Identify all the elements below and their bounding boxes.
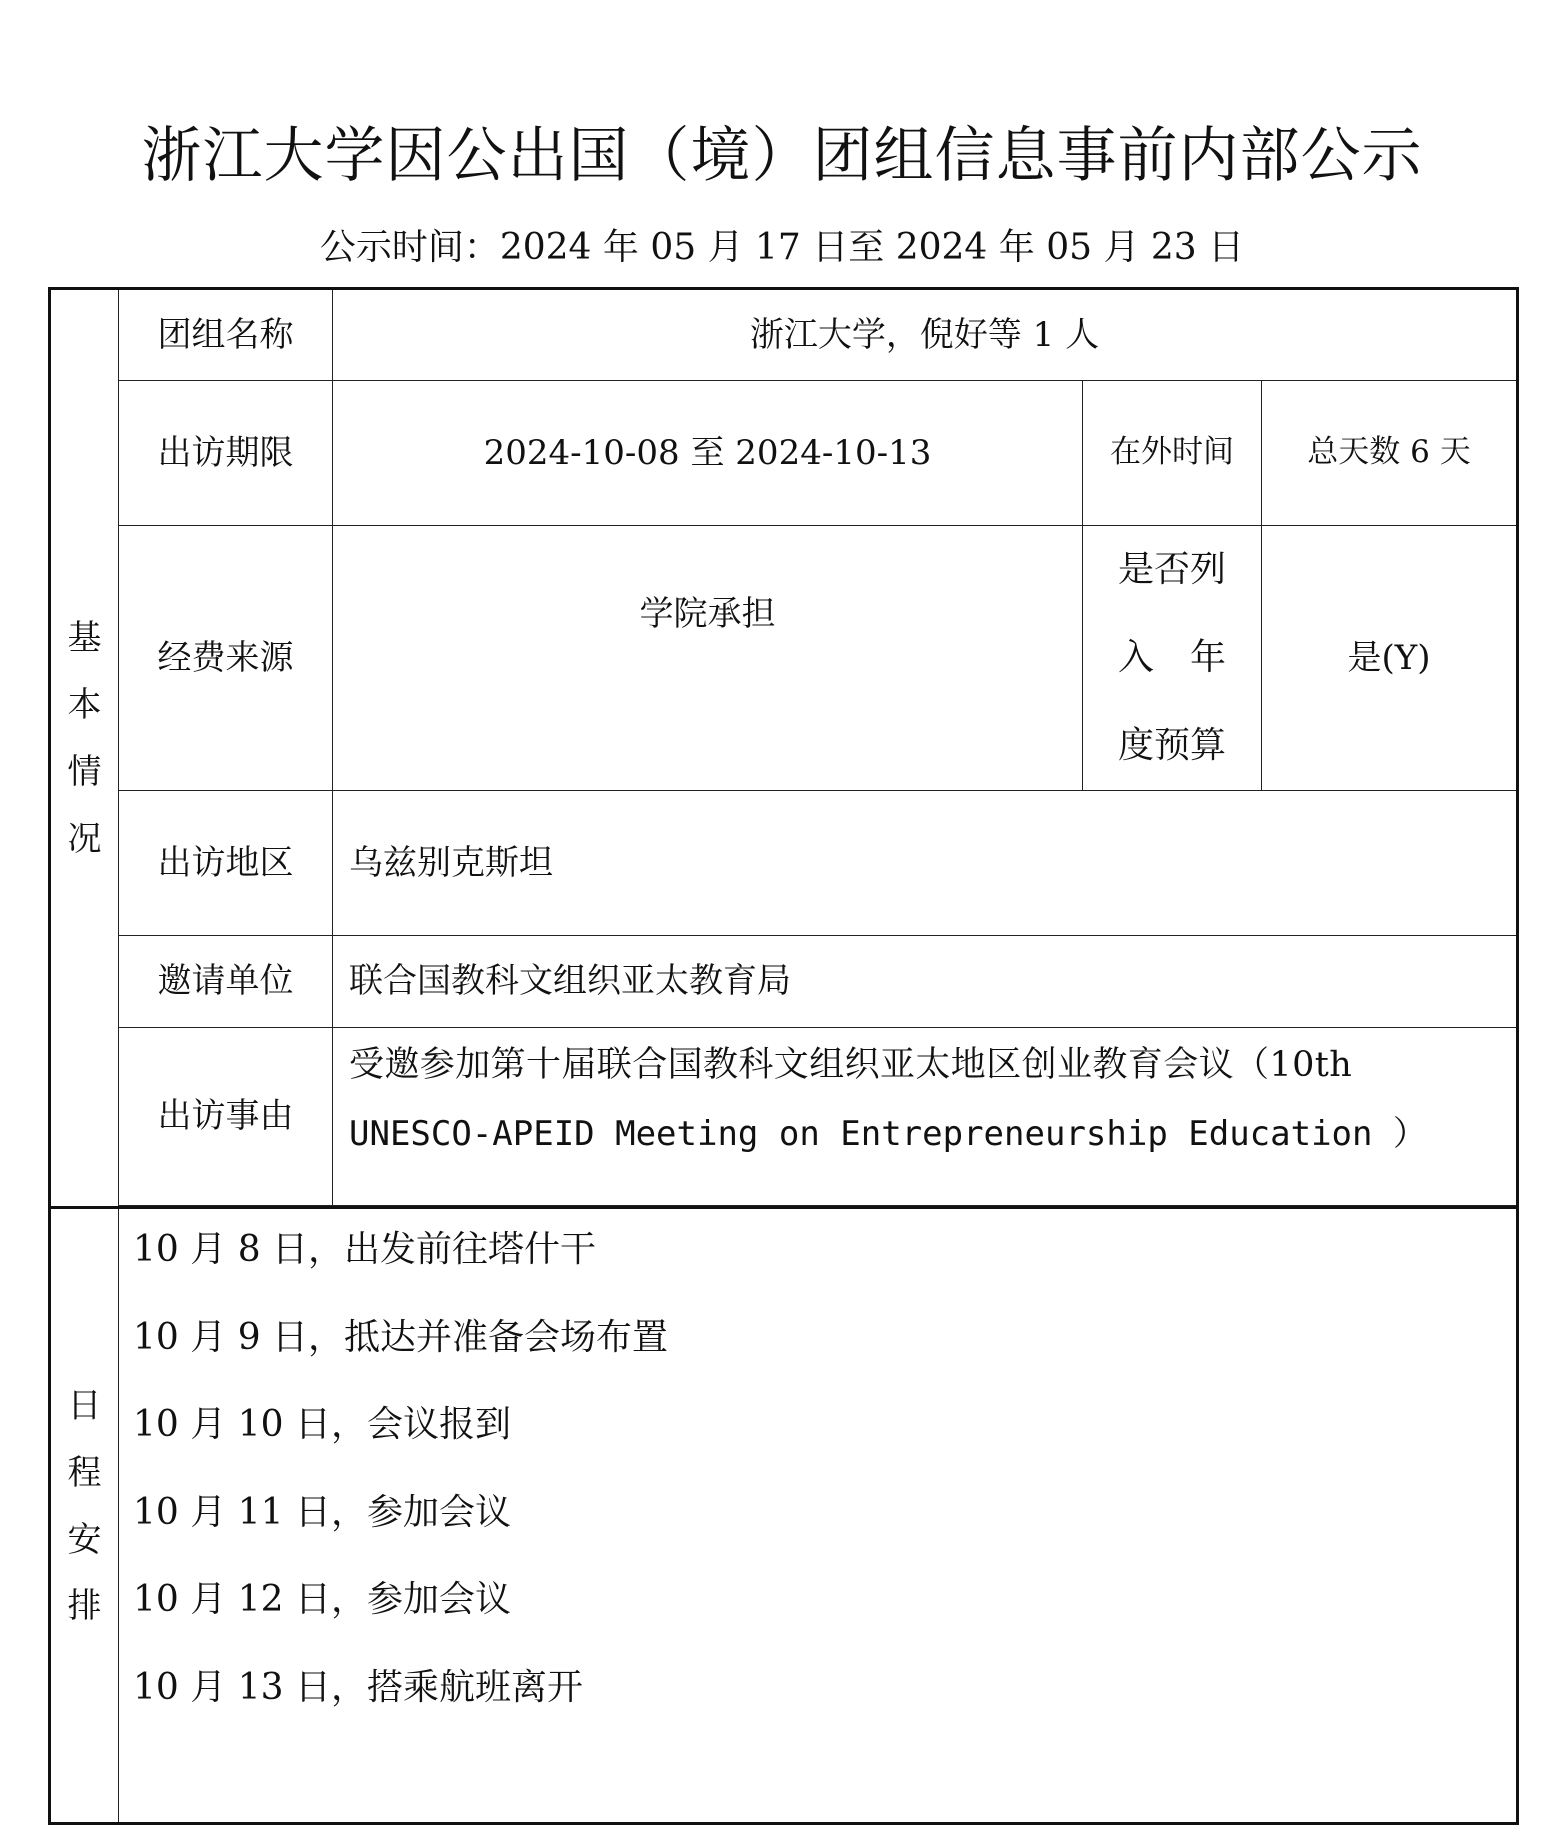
reason-line-2: UNESCO-APEID Meeting on Entrepreneurship Education ） xyxy=(349,1114,1427,1154)
section-label-schedule: 日 程 安 排 xyxy=(50,1208,119,1824)
reason-line-1: 受邀参加第十届联合国教科文组织亚太地区创业教育会议（10th xyxy=(349,1045,1353,1085)
group-name-label: 团组名称 xyxy=(119,289,333,381)
budget-value: 是(Y) xyxy=(1262,526,1518,791)
schedule-item: 10 月 9 日，抵达并准备会场布置 xyxy=(133,1316,669,1358)
schedule-item: 10 月 8 日，出发前往塔什干 xyxy=(133,1229,597,1270)
row-schedule xyxy=(50,1208,1518,1824)
group-name-value: 浙江大学，倪好等 1 人 xyxy=(333,289,1518,381)
region-label: 出访地区 xyxy=(119,791,333,936)
schedule-item: 10 月 13 日，搭乘航班离开 xyxy=(133,1666,583,1708)
budget-question-label: 是否列 入 年 度预算 xyxy=(1083,526,1262,791)
inviter-value: 联合国教科文组织亚太教育局 xyxy=(333,936,1518,1028)
row-visit-period xyxy=(50,381,1518,526)
document-title: 浙江大学因公出国（境）团组信息事前内部公示 xyxy=(141,121,1423,191)
visit-period-value: 2024-10-08 至 2024-10-13 xyxy=(333,381,1083,526)
funding-label: 经费来源 xyxy=(119,526,333,791)
region-value: 乌兹别克斯坦 xyxy=(333,791,1518,936)
row-funding xyxy=(50,526,1518,791)
schedule-list xyxy=(119,1208,1518,1824)
section-label-basic-info: 基 本 情 况 xyxy=(50,289,119,1208)
reason-label: 出访事由 xyxy=(119,1028,333,1206)
time-abroad-value: 总天数 6 天 xyxy=(1262,381,1518,526)
reason-value xyxy=(333,1028,1518,1206)
funding-value: 学院承担 xyxy=(333,526,1083,791)
row-reason xyxy=(50,1028,1518,1206)
schedule-item: 10 月 11 日，参加会议 xyxy=(133,1491,511,1533)
schedule-item: 10 月 12 日，参加会议 xyxy=(133,1579,511,1620)
row-group-name xyxy=(50,289,1518,381)
time-abroad-label: 在外时间 xyxy=(1083,381,1262,526)
schedule-item: 10 月 10 日，会议报到 xyxy=(133,1404,511,1445)
notice-period: 公示时间：2024 年 05 月 17 日至 2024 年 05 月 23 日 xyxy=(319,227,1245,268)
info-table xyxy=(48,287,1519,1825)
row-inviter xyxy=(50,936,1518,1028)
row-region xyxy=(50,791,1518,936)
visit-period-label: 出访期限 xyxy=(119,381,333,526)
inviter-label: 邀请单位 xyxy=(119,936,333,1028)
